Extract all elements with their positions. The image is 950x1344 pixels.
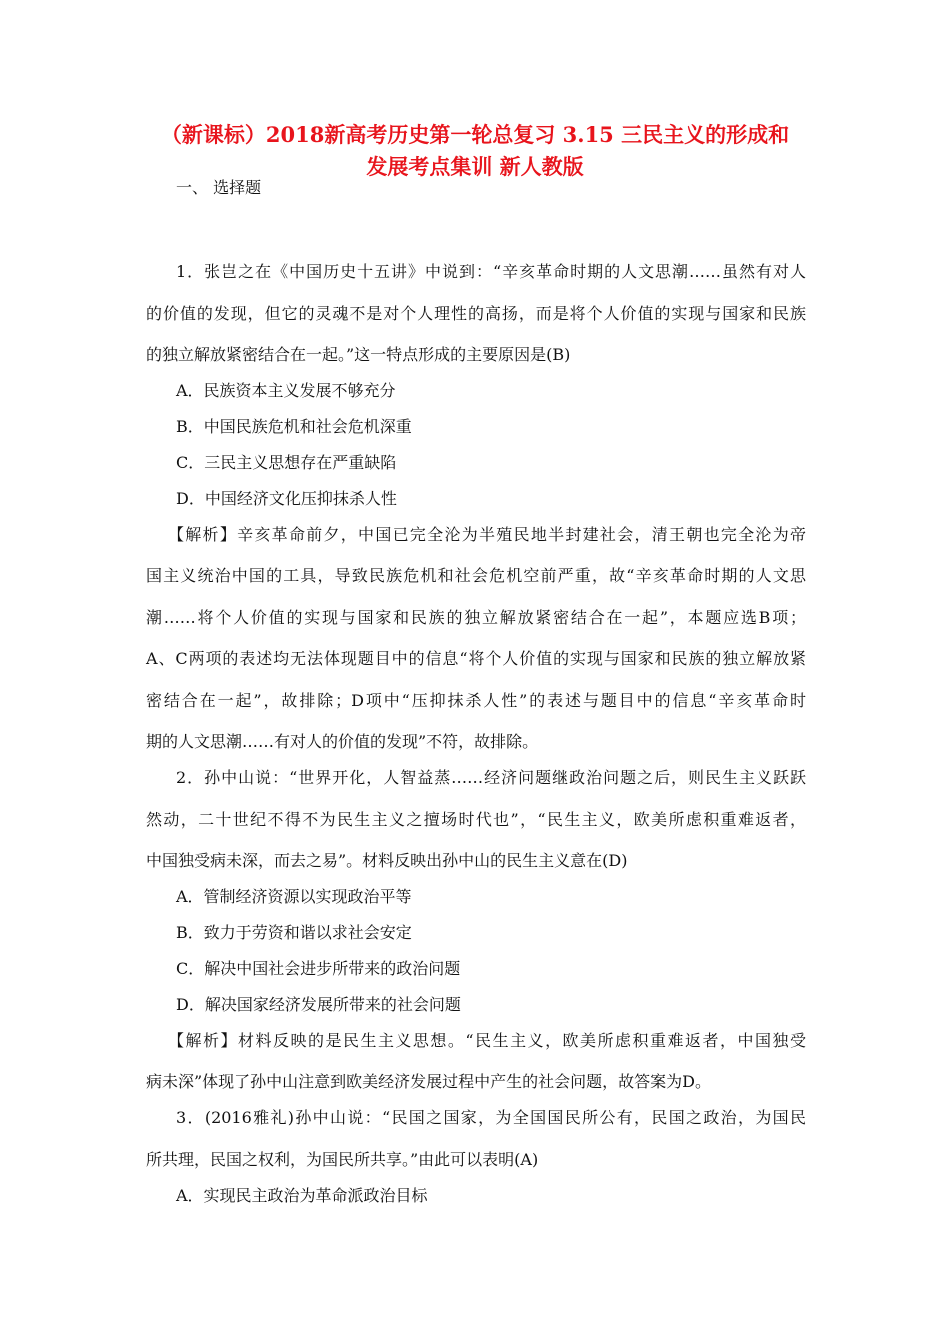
section-heading: 一、 选择题 (176, 178, 262, 197)
q1-analysis-line-6: 期的人文思潮……有对人的价值的发现”不符，故排除。 (146, 732, 539, 751)
q2-stem-line-1: 2．孙中山说：“世界开化，人智益蒸……经济问题继政治问题之后，则民生主义跃跃 (176, 768, 806, 787)
q1-analysis-line-4: A、C两项的表述均无法体现题目中的信息“将个人价值的实现与国家和民族的独立解放紧 (146, 649, 806, 668)
q3-option-a: A．实现民主政治为革命派政治目标 (176, 1186, 428, 1205)
q3-stem-line-2: 所共理，民国之权利，为国民所共享。”由此可以表明(A) (146, 1150, 539, 1169)
q2-option-b: B．致力于劳资和谐以求社会安定 (176, 923, 412, 942)
q1-stem-line-1: 1．张岂之在《中国历史十五讲》中说到：“辛亥革命时期的人文思潮……虽然有对人 (176, 262, 806, 281)
q1-analysis-line-1: 【解析】辛亥革命前夕，中国已完全沦为半殖民地半封建社会，清王朝也完全沦为帝 (168, 525, 806, 544)
q1-option-d: D．中国经济文化压抑抹杀人性 (176, 489, 397, 508)
document-title-line-2: 发展考点集训 新人教版 (366, 154, 584, 179)
q2-stem-line-2: 然动，二十世纪不得不为民生主义之擅场时代也”，“民生主义，欧美所虑积重难返者， (146, 810, 806, 829)
document-title-line-1: （新课标）2018新高考历史第一轮总复习 3.15 三民主义的形成和 (160, 122, 790, 147)
q1-analysis-line-5: 密结合在一起”，故排除；D项中“压抑抹杀人性”的表述与题目中的信息“辛亥革命时 (146, 691, 806, 710)
q1-stem-line-3: 的独立解放紧密结合在一起。”这一特点形成的主要原因是(B) (146, 345, 571, 364)
q1-analysis-line-2: 国主义统治中国的工具，导致民族危机和社会危机空前严重，故“辛亥革命时期的人文思 (146, 566, 806, 585)
q1-option-a: A．民族资本主义发展不够充分 (176, 381, 396, 400)
q2-option-a: A．管制经济资源以实现政治平等 (176, 887, 412, 906)
q2-stem-line-3: 中国独受病未深，而去之易”。材料反映出孙中山的民生主义意在(D) (146, 851, 628, 870)
q2-analysis-line-1: 【解析】材料反映的是民生主义思想。“民生主义，欧美所虑积重难返者，中国独受 (168, 1031, 806, 1050)
q1-option-c: C．三民主义思想存在严重缺陷 (176, 453, 397, 472)
q1-analysis-line-3: 潮……将个人价值的实现与国家和民族的独立解放紧密结合在一起”，本题应选B项； (146, 608, 806, 627)
q3-stem-line-1: 3．(2016雅礼)孙中山说：“民国之国家，为全国国民所公有，民国之政治，为国民 (176, 1108, 806, 1127)
q1-option-b: B．中国民族危机和社会危机深重 (176, 417, 412, 436)
q2-analysis-line-2: 病未深”体现了孙中山注意到欧美经济发展过程中产生的社会问题，故答案为D。 (146, 1072, 712, 1091)
q2-option-d: D．解决国家经济发展所带来的社会问题 (176, 995, 461, 1014)
q2-option-c: C．解决中国社会进步所带来的政治问题 (176, 959, 461, 978)
q1-stem-line-2: 的价值的发现，但它的灵魂不是对个人理性的高扬，而是将个人价值的实现与国家和民族 (146, 304, 806, 323)
